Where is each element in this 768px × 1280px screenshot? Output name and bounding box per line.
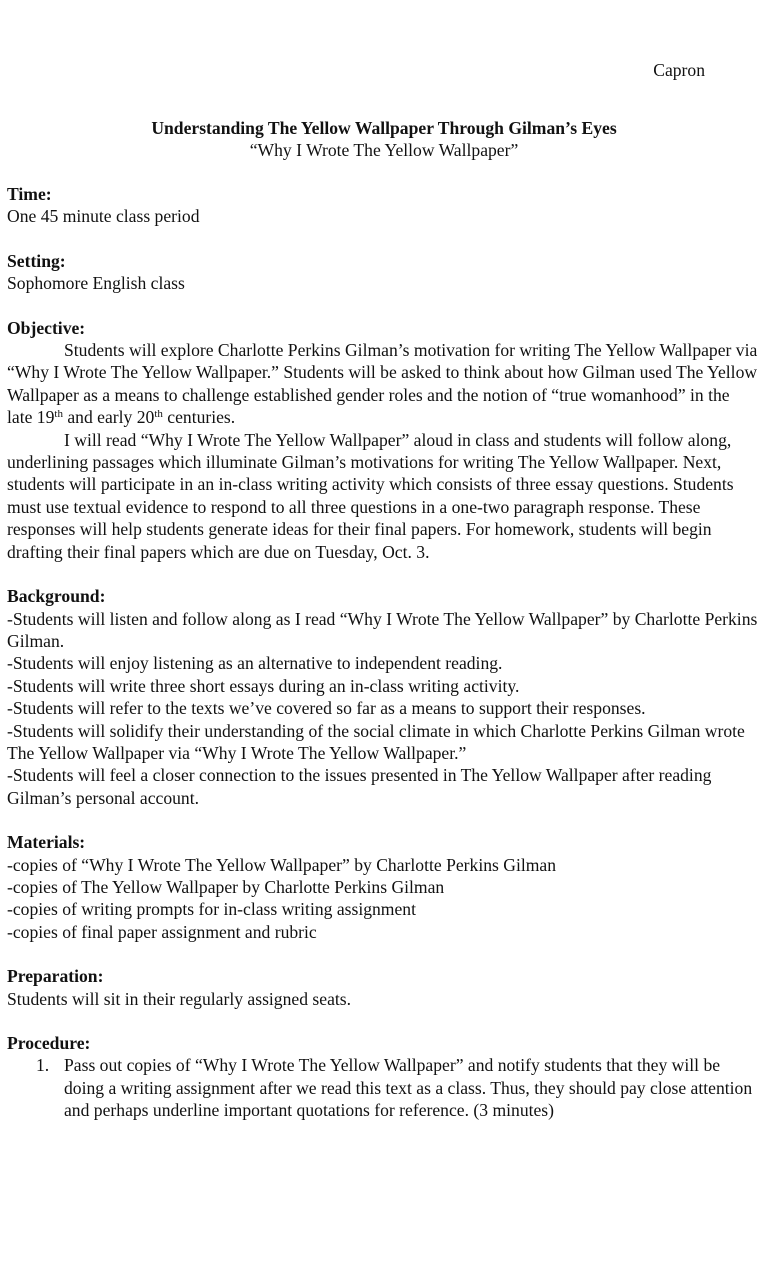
procedure-step xyxy=(7,1054,759,1121)
setting-text: Sophomore English class xyxy=(7,273,185,294)
document-title: Understanding The Yellow Wallpaper Through Gilman’s Eyes xyxy=(151,118,617,138)
background-item: -Students will feel a closer connection to the issues presented in The Yellow Wallpaper after reading Gilman’s personal account. xyxy=(7,765,712,808)
section-heading-time: Time: xyxy=(7,184,52,204)
author-header: Capron xyxy=(653,60,705,80)
section-heading-preparation: Preparation: xyxy=(7,966,104,987)
section-setting xyxy=(7,250,759,295)
section-materials xyxy=(7,831,759,943)
background-item: -Students will solidify their understanding of the social climate in which Charlotte Perkins Gilman wrote The Yellow Wallpaper via “Why I Wrote The Yellow Wallpaper.” xyxy=(7,720,745,763)
procedure-step-number: 1. xyxy=(36,1055,50,1076)
materials-item: -copies of “Why I Wrote The Yellow Wallpaper” by Charlotte Perkins Gilman xyxy=(7,854,557,875)
procedure-list xyxy=(7,1054,759,1121)
section-heading-objective: Objective: xyxy=(7,317,86,338)
section-heading-setting: Setting: xyxy=(7,250,66,271)
preparation-text: Students will sit in their regularly assigned seats. xyxy=(7,988,352,1009)
section-heading-procedure: Procedure: xyxy=(7,1033,91,1053)
objective-p1-text-a: Students will explore Charlotte Perkins Gilman’s motivation for writing The Yellow Wallpaper via “Why I Wrote The Yellow Wallpaper.” Students will be asked to think about how Gilman used The Yellow Wallpaper as a means to challenge established gender roles and the notion of “true womanhood” in the late 19 xyxy=(7,340,758,428)
background-item: -Students will enjoy listening as an alternative to independent reading. xyxy=(7,653,503,674)
time-text: One 45 minute class period xyxy=(7,206,200,227)
section-time xyxy=(7,183,759,228)
section-heading-background: Background: xyxy=(7,586,106,607)
objective-p1-text-c: centuries. xyxy=(162,407,236,428)
objective-paragraph-1 xyxy=(7,339,759,429)
section-background xyxy=(7,585,759,809)
background-item: -Students will refer to the texts we’ve covered so far as a means to support their responses. xyxy=(7,698,646,719)
background-item: -Students will write three short essays during an in-class writing activity. xyxy=(7,675,520,696)
superscript-th: th xyxy=(154,408,163,421)
materials-item: -copies of writing prompts for in-class writing assignment xyxy=(7,899,416,920)
title-block xyxy=(0,117,768,162)
section-heading-materials: Materials: xyxy=(7,832,86,853)
superscript-th: th xyxy=(54,408,63,421)
objective-p1-text-b: and early 20 xyxy=(62,407,155,428)
objective-paragraph-2: I will read “Why I Wrote The Yellow Wallpaper” aloud in class and students will follow along, underlining passages which illuminate Gilman’s motivations for writing The Yellow Wallpaper. Next, students will participate in an in-class writing activity which consists of three essay questions. Students must use textual evidence to respond to all three questions in a one-two paragraph response. These responses will help students generate ideas for their final papers. For homework, students will begin drafting their final papers which are due on Tuesday, Oct. 3. xyxy=(7,429,734,562)
materials-item: -copies of The Yellow Wallpaper by Charlotte Perkins Gilman xyxy=(7,876,445,897)
section-objective xyxy=(7,317,759,563)
section-procedure xyxy=(7,1032,759,1122)
background-item: -Students will listen and follow along as I read “Why I Wrote The Yellow Wallpaper” by Charlotte Perkins Gilman. xyxy=(7,608,758,651)
document-body xyxy=(7,183,759,1144)
section-preparation xyxy=(7,965,759,1010)
document-subtitle: “Why I Wrote The Yellow Wallpaper” xyxy=(249,140,519,161)
procedure-step-text: Pass out copies of “Why I Wrote The Yellow Wallpaper” and notify students that they will be doing a writing assignment after we read this text as a class. Thus, they should pay close attention and perhaps underline important quotations for reference. (3 minutes) xyxy=(64,1055,753,1121)
materials-item: -copies of final paper assignment and rubric xyxy=(7,921,317,942)
